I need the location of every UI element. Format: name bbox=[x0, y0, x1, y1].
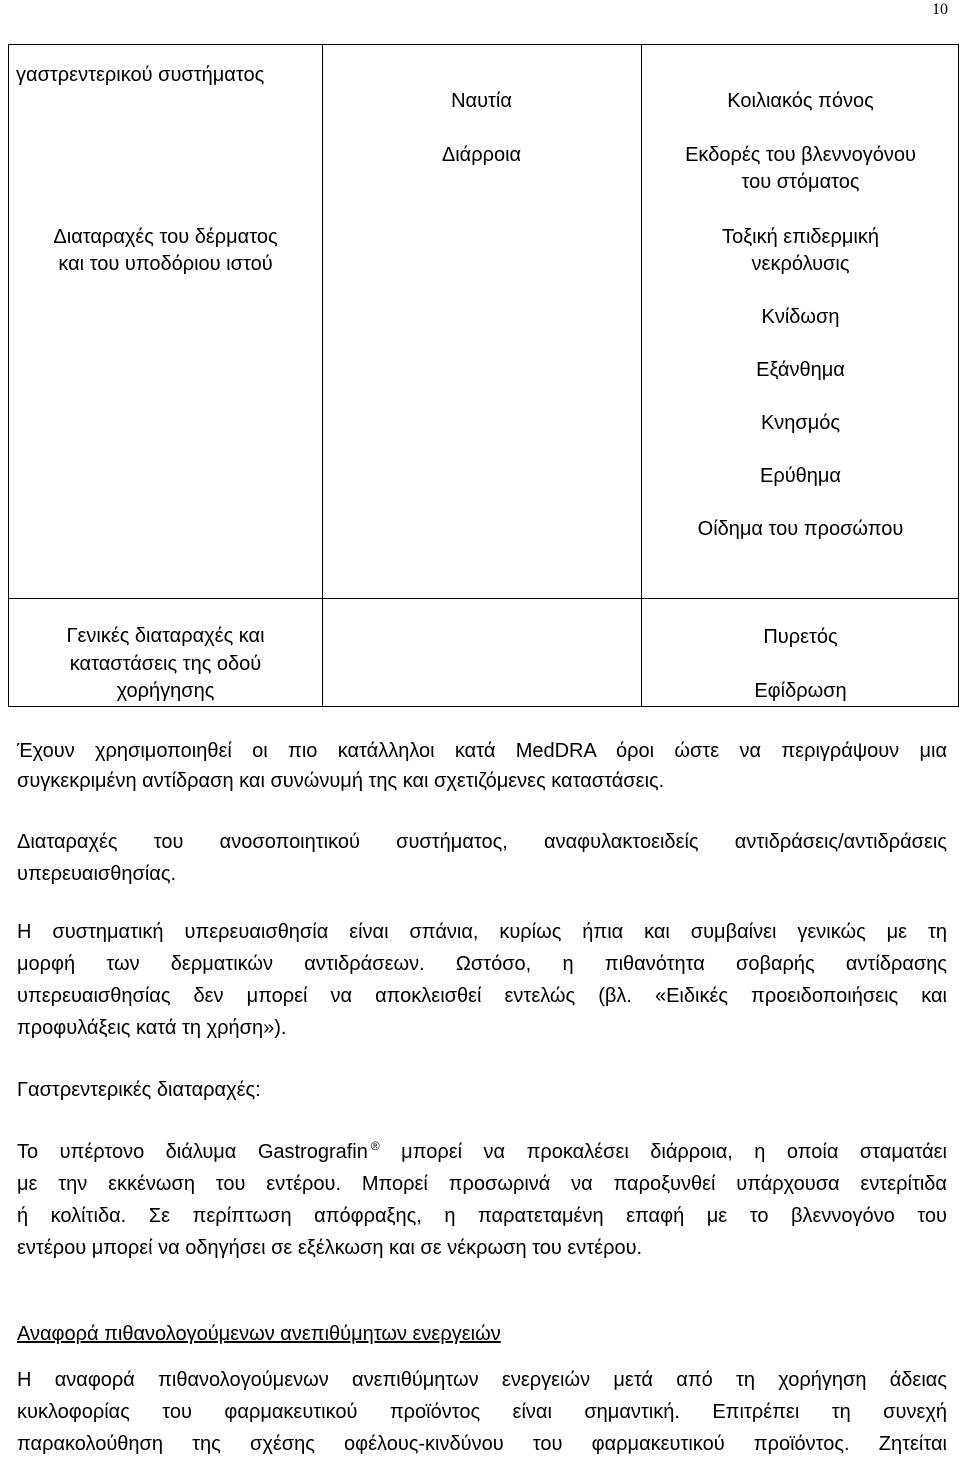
table-cell-term: του στόματος bbox=[741, 171, 860, 193]
table-cell-term: Εφίδρωση bbox=[754, 680, 847, 702]
table-cell-term: Εξάνθημα bbox=[756, 359, 845, 381]
immune-heading: Διαταραχές του ανοσοποιητικού συστήματος, αναφυλακτοειδείς αντιδράσεις/αντιδράσεις υπερευαισθησίας. bbox=[17, 831, 947, 885]
report-heading: Αναφορά πιθανολογούμενων ανεπιθύμητων ενεργειών bbox=[17, 1323, 501, 1345]
page-number: 10 bbox=[932, 1, 948, 18]
table-cell-term: Εκδορές του βλεννογόνου bbox=[685, 144, 916, 166]
soc-general: χορήγησης bbox=[116, 680, 215, 702]
registered-mark: ® bbox=[370, 1139, 380, 1153]
table-cell-term: Τοξική επιδερμική bbox=[722, 226, 879, 248]
report-text: Η αναφορά πιθανολογούμενων ανεπιθύμητων ενεργειών μετά από τη χορήγηση άδειας κυκλοφορίας του φαρμακευτικού προϊόντος είναι σημαντική. Επιτρέπει τη συνεχή παρακολούθηση της σχέσης οφέλους-κινδύνου του φαρμακευτικού προϊόντος. Ζητείται bbox=[17, 1369, 947, 1455]
soc-skin: και του υποδόριου ιστού bbox=[58, 253, 273, 275]
table-cell-term: Κοιλιακός πόνος bbox=[727, 90, 874, 112]
gi-heading: Γαστρεντερικές διαταραχές: bbox=[17, 1079, 261, 1101]
table-cell-term: Διάρροια bbox=[441, 144, 522, 166]
gi-text: Το υπέρτονο διάλυμα Gastrografin ® μπορεί να προκαλέσει διάρροια, η οποία σταματάει με την εκκένωση του εντέρου. Μπορεί προσωρινά να παροξυνθεί υπάρχουσα εντερίτιδα ή κολίτιδα. Σε περίπτωση απόφραξης, η παρατεταμένη επαφή με το βλεννογόνο του εντέρου μπορεί να οδηγήσει σε εξέλκωση και σε νέκρωση του εντέρου. bbox=[17, 1139, 947, 1259]
soc-general: καταστάσεις της οδού bbox=[69, 653, 262, 675]
table-cell-term: Πυρετός bbox=[763, 626, 838, 648]
table-cell-term: Οίδημα του προσώπου bbox=[697, 518, 904, 540]
meddra-note: Έχουν χρησιμοποιηθεί οι πιο κατάλληλοι κατά MedDRA όροι ώστε να περιγράψουν μια συγκεκριμένη αντίδραση και συνώνυμή της και σχετιζόμενες καταστάσεις. bbox=[17, 740, 947, 792]
table-cell-term: νεκρόλυσις bbox=[751, 253, 850, 275]
table-cell-term: Ναυτία bbox=[451, 90, 512, 112]
table-row-divider bbox=[9, 598, 958, 599]
soc-gastrointestinal: γαστρεντερικού συστήματος bbox=[16, 64, 265, 86]
adverse-reactions-table bbox=[8, 44, 959, 707]
table-cell-term: Κνησμός bbox=[760, 412, 841, 434]
soc-skin: Διαταραχές του δέρματος bbox=[53, 226, 278, 248]
table-cell-term: Ερύθημα bbox=[760, 465, 841, 487]
soc-general: Γενικές διαταραχές και bbox=[66, 625, 265, 647]
immune-text: Η συστηματική υπερευαισθησία είναι σπάνια, κυρίως ήπια και συμβαίνει γενικώς με τη μορφή των δερματικών αντιδράσεων. Ωστόσο, η πιθανότητα σοβαρής αντίδρασης υπερευαισθησίας δεν μπορεί να αποκλεισθεί εντελώς (βλ. «Ειδικές προειδοποιήσεις και προφυλάξεις κατά τη χρήση»). bbox=[17, 921, 947, 1039]
table-cell-term: Κνίδωση bbox=[761, 306, 840, 328]
